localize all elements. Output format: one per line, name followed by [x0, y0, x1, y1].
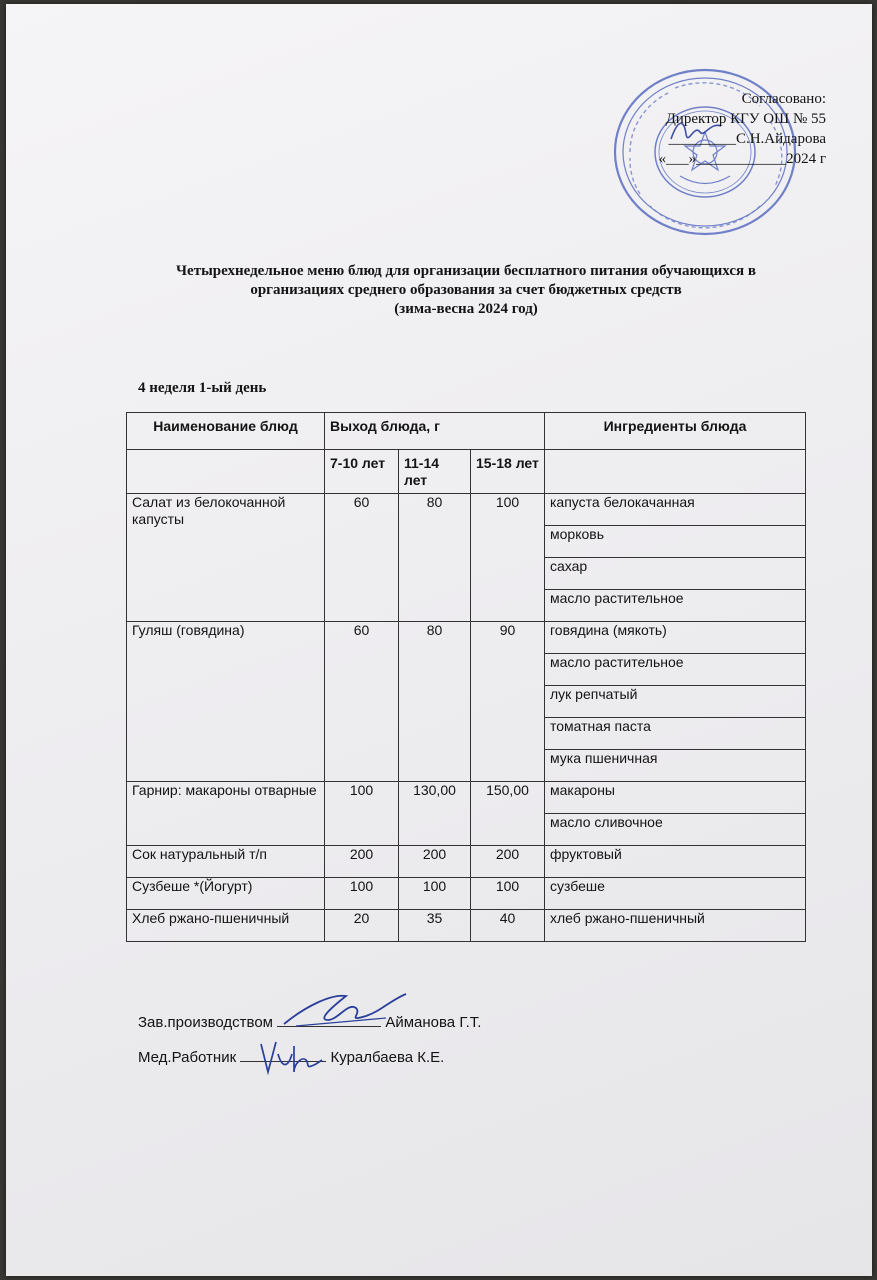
title-line-2: организациях среднего образования за счет бюджетных средств [250, 282, 682, 298]
header-age-7-10: 7-10 лет [325, 450, 399, 494]
header-age-15-18: 15-18 лет [471, 450, 545, 494]
header-dish-name: Наименование блюд [127, 413, 325, 450]
table-row [127, 910, 806, 942]
yield-15-18: 40 [471, 910, 545, 942]
ingredient: мука пшеничная [545, 750, 806, 782]
medical-name: Куралбаева К.Е. [330, 1049, 445, 1066]
ingredient: масло сливочное [545, 814, 806, 846]
ingredient: масло растительное [545, 590, 806, 622]
approval-signer: _________С.Н.Айдарова [668, 131, 826, 147]
yield-7-10: 60 [325, 494, 399, 622]
ingredient: морковь [545, 526, 806, 558]
table-row [127, 782, 806, 814]
document-page [6, 4, 872, 1276]
title-line-3: (зима-весна 2024 год) [394, 301, 538, 317]
header-yield: Выход блюда, г [325, 413, 545, 450]
yield-15-18: 90 [471, 622, 545, 782]
yield-7-10: 200 [325, 846, 399, 878]
dish-name: Гарнир: макароны отварные [127, 782, 325, 846]
yield-7-10: 100 [325, 782, 399, 846]
week-day-label: 4 неделя 1-ый день [138, 380, 267, 396]
ingredient: лук репчатый [545, 686, 806, 718]
menu-table-body [127, 494, 806, 942]
ingredient: масло растительное [545, 654, 806, 686]
ingredient: капуста белокачанная [545, 494, 806, 526]
yield-11-14: 130,00 [399, 782, 471, 846]
approval-date: «___»____________2024 г [658, 151, 826, 167]
document-title [126, 262, 806, 319]
yield-15-18: 100 [471, 494, 545, 622]
header-ingredients: Ингредиенты блюда [545, 413, 806, 450]
table-row [127, 846, 806, 878]
header-age-11-14: 11-14 лет [399, 450, 471, 494]
approval-position: Директор КГУ ОШ № 55 [665, 111, 826, 127]
medical-signature [256, 1034, 326, 1079]
approval-heading: Согласовано: [741, 91, 826, 107]
dish-name: Хлеб ржано-пшеничный [127, 910, 325, 942]
yield-15-18: 150,00 [471, 782, 545, 846]
yield-7-10: 60 [325, 622, 399, 782]
production-name: Айманова Г.Т. [385, 1014, 482, 1031]
menu-table [126, 412, 806, 942]
dish-name: Сузбеше *(Йогурт) [127, 878, 325, 910]
yield-11-14: 80 [399, 622, 471, 782]
table-row [127, 622, 806, 654]
dish-name: Салат из белокочанной капусты [127, 494, 325, 622]
yield-15-18: 200 [471, 846, 545, 878]
ingredient: говядина (мякоть) [545, 622, 806, 654]
ingredient: макароны [545, 782, 806, 814]
table-row [127, 878, 806, 910]
ingredient: томатная паста [545, 718, 806, 750]
ingredient: сузбеше [545, 878, 806, 910]
table-row [127, 494, 806, 526]
medical-role: Мед.Работник [138, 1049, 237, 1066]
yield-11-14: 35 [399, 910, 471, 942]
yield-15-18: 100 [471, 878, 545, 910]
title-line-1: Четырехнедельное меню блюд для организации бесплатного питания обучающихся в [176, 263, 756, 279]
dish-name: Сок натуральный т/п [127, 846, 325, 878]
production-signature [276, 986, 411, 1036]
yield-11-14: 80 [399, 494, 471, 622]
production-role: Зав.производством [138, 1014, 273, 1031]
yield-11-14: 200 [399, 846, 471, 878]
approval-block [626, 89, 826, 169]
ingredient: сахар [545, 558, 806, 590]
yield-11-14: 100 [399, 878, 471, 910]
ingredient: фруктовый [545, 846, 806, 878]
yield-7-10: 20 [325, 910, 399, 942]
yield-7-10: 100 [325, 878, 399, 910]
ingredient: хлеб ржано-пшеничный [545, 910, 806, 942]
dish-name: Гуляш (говядина) [127, 622, 325, 782]
